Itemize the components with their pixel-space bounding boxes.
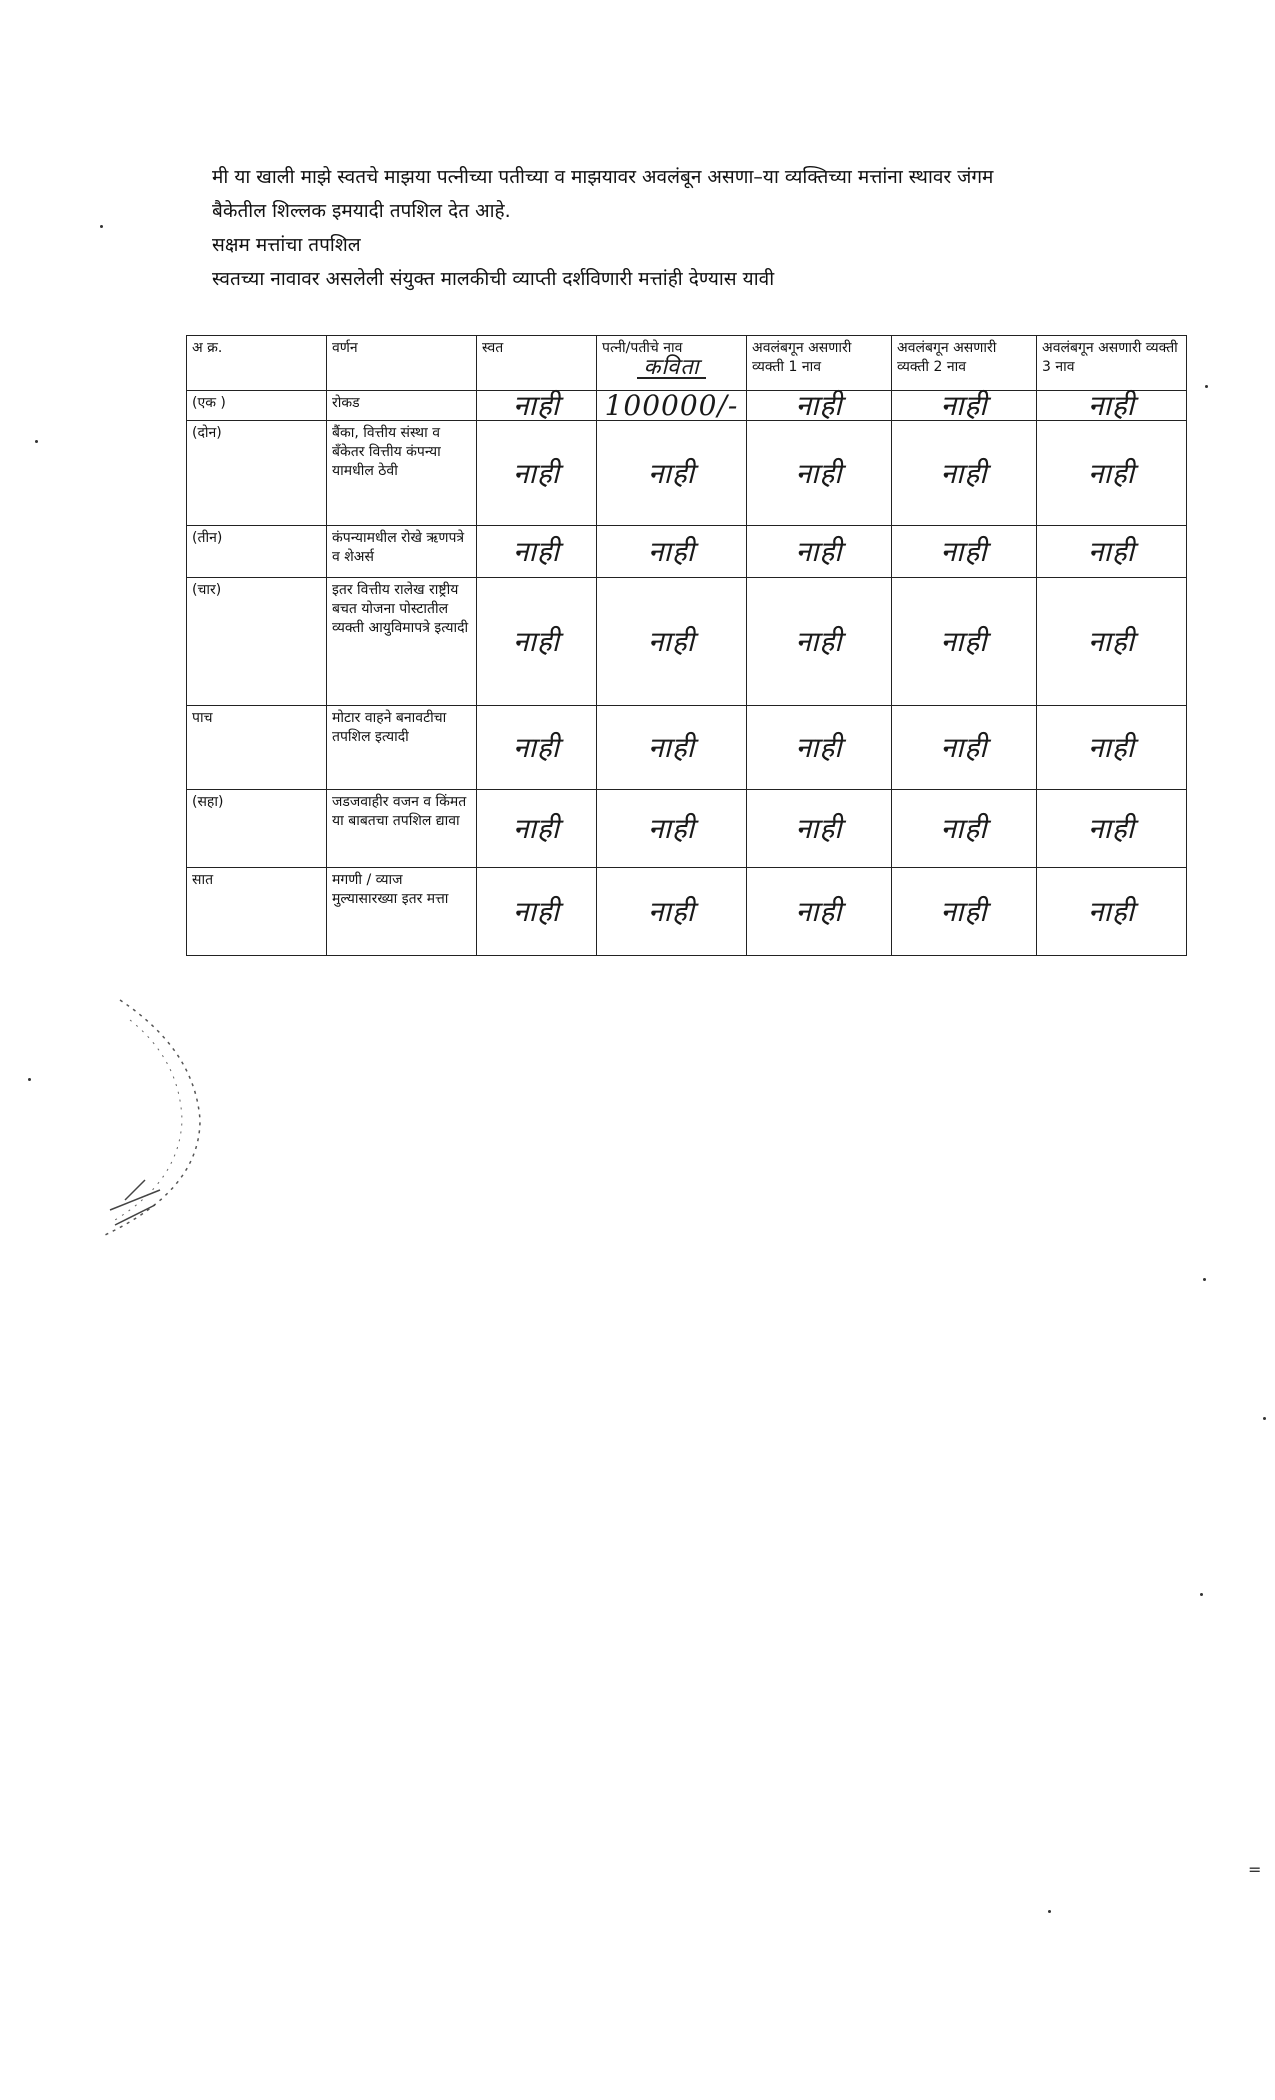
row-value-d3 (1037, 421, 1187, 526)
handwritten-entry: नाही (940, 535, 988, 568)
row-value-spouse (597, 526, 747, 578)
row-value-d3 (1037, 526, 1187, 578)
scan-speck (28, 1078, 31, 1081)
stamp-seal-arc (100, 990, 220, 1240)
row-value-d1 (747, 421, 892, 526)
handwritten-entry: नाही (648, 535, 695, 568)
handwritten-entry: नाही (1088, 535, 1135, 568)
handwritten-entry: नाही (795, 535, 843, 568)
row-serial: (तीन) (187, 526, 327, 578)
handwritten-entry: नाही (648, 625, 695, 658)
row-value-d2 (892, 526, 1037, 578)
row-description: कंपन्यामधील रोखे ऋणपत्रे व शेअर्स (327, 526, 477, 578)
row-value-d3 (1037, 706, 1187, 790)
row-value-self (477, 790, 597, 868)
handwritten-entry: नाही (795, 812, 843, 845)
row-serial: (सहा) (187, 790, 327, 868)
row-serial: (दोन) (187, 421, 327, 526)
handwritten-entry: नाही (795, 389, 843, 422)
intro-line-3: सक्षम मत्तांचा तपशिल (212, 234, 361, 256)
intro-line-1: मी या खाली माझे स्वतचे माझया पत्नीच्या पतीच्या व माझयावर अवलंबून असणा–या व्यक्तिच्या मत्तांना स्थावर जंगम (212, 166, 994, 188)
table-header-row (187, 336, 1187, 391)
row-serial: (एक ) (187, 391, 327, 421)
intro-text (212, 160, 1172, 296)
table-row (187, 868, 1187, 956)
row-value-d1 (747, 706, 892, 790)
row-value-d1 (747, 578, 892, 706)
row-serial: सात (187, 868, 327, 956)
row-description: रोकड (327, 391, 477, 421)
row-description: मोटार वाहने बनावटीचा तपशिल इत्यादी (327, 706, 477, 790)
handwritten-entry: नाही (648, 456, 695, 490)
row-value-d1 (747, 790, 892, 868)
table-row (187, 706, 1187, 790)
handwritten-entry: नाही (648, 895, 695, 928)
table-row (187, 790, 1187, 868)
row-value-d2 (892, 421, 1037, 526)
scan-speck (1263, 1417, 1266, 1420)
scan-speck (1048, 1910, 1051, 1913)
handwritten-entry: नाही (940, 389, 988, 422)
table-row (187, 526, 1187, 578)
handwritten-entry: 100000/- (604, 389, 739, 422)
handwritten-entry: नाही (940, 625, 988, 658)
handwritten-entry: नाही (1088, 731, 1135, 764)
header-dependent-1: अवलंबगून असणारी व्यक्ती 1 नाव (747, 336, 892, 391)
header-dependent-2: अवलंबगून असणारी व्यक्ती 2 नाव (892, 336, 1037, 391)
row-value-d1 (747, 391, 892, 421)
header-serial: अ क्र. (187, 336, 327, 391)
row-value-self (477, 421, 597, 526)
row-value-d1 (747, 526, 892, 578)
handwritten-entry: नाही (940, 731, 988, 764)
handwritten-entry: नाही (795, 731, 843, 764)
row-value-d2 (892, 868, 1037, 956)
row-value-d3 (1037, 578, 1187, 706)
row-value-d1 (747, 868, 892, 956)
table-row (187, 391, 1187, 421)
scan-speck (1200, 1593, 1203, 1596)
row-value-self (477, 578, 597, 706)
scan-speck (35, 440, 38, 443)
handwritten-entry: नाही (940, 812, 988, 845)
handwritten-entry: नाही (513, 731, 560, 764)
row-serial: पाच (187, 706, 327, 790)
scan-mark: = (1248, 1860, 1262, 1879)
header-description: वर्णन (327, 336, 477, 391)
table-row (187, 578, 1187, 706)
table-row (187, 421, 1187, 526)
handwritten-entry: नाही (795, 895, 843, 928)
row-value-self (477, 526, 597, 578)
header-spouse (597, 336, 747, 391)
handwritten-entry: नाही (1088, 812, 1135, 845)
handwritten-entry: नाही (513, 456, 560, 490)
row-value-spouse (597, 421, 747, 526)
row-value-spouse (597, 391, 747, 421)
row-value-d2 (892, 706, 1037, 790)
row-value-self (477, 868, 597, 956)
handwritten-entry: नाही (513, 812, 560, 845)
handwritten-entry: नाही (795, 456, 843, 490)
row-value-d2 (892, 578, 1037, 706)
handwritten-entry: नाही (648, 731, 695, 764)
handwritten-entry: नाही (513, 389, 560, 422)
row-description: जडजवाहीर वजन व किंमत या बाबतचा तपशिल द्यावा (327, 790, 477, 868)
handwritten-entry: नाही (795, 625, 843, 658)
header-dependent-3: अवलंबगून असणारी व्यक्ती 3 नाव (1037, 336, 1187, 391)
handwritten-entry: नाही (513, 895, 560, 928)
scan-speck (1203, 1278, 1206, 1281)
row-value-d2 (892, 391, 1037, 421)
handwritten-entry: नाही (940, 895, 988, 928)
row-description: मगणी / व्याज मुल्यासारख्या इतर मत्ता (327, 868, 477, 956)
intro-line-4: स्वतच्या नावावर असलेली संयुक्त मालकीची व्याप्ती दर्शविणारी मत्तांही देण्यास यावी (212, 268, 775, 290)
row-value-d3 (1037, 391, 1187, 421)
stamp-seal (100, 990, 220, 1240)
spouse-name-handwritten: कविता (602, 358, 741, 379)
row-value-d3 (1037, 868, 1187, 956)
row-value-d3 (1037, 790, 1187, 868)
header-spouse-label: पत्नी/पतीचे नाव (602, 340, 683, 356)
row-value-spouse (597, 578, 747, 706)
handwritten-entry: नाही (1088, 456, 1135, 490)
handwritten-entry: नाही (513, 535, 560, 568)
handwritten-entry: नाही (1088, 895, 1135, 928)
handwritten-entry: नाही (1088, 625, 1135, 658)
handwritten-entry: नाही (940, 456, 988, 490)
header-self: स्वत (477, 336, 597, 391)
row-value-spouse (597, 706, 747, 790)
handwritten-entry: नाही (1088, 389, 1135, 422)
row-value-self (477, 706, 597, 790)
scan-speck (100, 225, 103, 228)
row-description: बैंका, वित्तीय संस्था व बँकेतर वित्तीय कंपन्या यामधील ठेवी (327, 421, 477, 526)
row-description: इतर वित्तीय रालेख राष्ट्रीय बचत योजना पोस्टातील व्यक्ती आयुविमापत्रे इत्यादी (327, 578, 477, 706)
handwritten-entry: नाही (648, 812, 695, 845)
row-value-d2 (892, 790, 1037, 868)
row-value-self (477, 391, 597, 421)
row-value-spouse (597, 790, 747, 868)
intro-line-2: बैकेतील शिल्लक इमयादी तपशिल देत आहे. (212, 200, 511, 222)
scan-speck (1205, 385, 1208, 388)
row-value-spouse (597, 868, 747, 956)
assets-table (186, 335, 1187, 956)
handwritten-entry: नाही (513, 625, 560, 658)
row-serial: (चार) (187, 578, 327, 706)
